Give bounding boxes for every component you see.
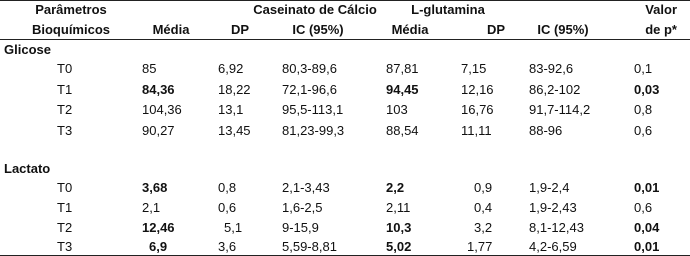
cell-glutamina-dp: 3,2 xyxy=(474,220,493,235)
cell-p-value: 0,01 xyxy=(634,239,660,254)
cell-caseinato-media: 84,36 xyxy=(142,82,175,97)
cell-caseinato-ic: 9-15,9 xyxy=(282,220,319,235)
cell-glutamina-media: 5,02 xyxy=(386,239,412,254)
cell-glutamina-media: 2,11 xyxy=(386,200,411,215)
row-label: T1 xyxy=(57,82,73,97)
cell-glutamina-media: 103 xyxy=(386,102,408,117)
header-glutamina-media: Média xyxy=(391,22,429,37)
row-label: T1 xyxy=(57,200,73,215)
cell-glutamina-ic: 91,7-114,2 xyxy=(529,102,591,117)
cell-glutamina-media: 87,81 xyxy=(386,61,419,76)
row-label: T0 xyxy=(57,180,73,195)
cell-glutamina-dp: 16,76 xyxy=(461,102,494,117)
cell-glutamina-ic: 86,2-102 xyxy=(529,82,581,97)
cell-caseinato-ic: 5,59-8,81 xyxy=(282,239,337,254)
header-parametros: Parâmetros xyxy=(35,2,107,17)
section-title-glicose: Glicose xyxy=(4,42,51,57)
cell-caseinato-dp: 0,6 xyxy=(218,200,237,215)
cell-caseinato-media: 3,68 xyxy=(142,180,168,195)
cell-caseinato-ic: 81,23-99,3 xyxy=(282,123,345,138)
cell-caseinato-dp: 13,45 xyxy=(218,123,251,138)
cell-p-value: 0,1 xyxy=(634,61,653,76)
cell-caseinato-dp: 18,22 xyxy=(218,82,251,97)
header-valor: Valor xyxy=(645,2,677,17)
header-caseinato-dp: DP xyxy=(230,22,250,37)
cell-caseinato-media: 104,36 xyxy=(142,102,182,117)
cell-glutamina-ic: 83-92,6 xyxy=(529,61,574,76)
header-caseinato-media: Média xyxy=(152,22,190,37)
cell-caseinato-media: 6,9 xyxy=(149,239,168,254)
cell-caseinato-dp: 5,1 xyxy=(224,220,243,235)
cell-glutamina-ic: 1,9-2,4 xyxy=(529,180,570,195)
cell-caseinato-media: 2,1 xyxy=(142,200,161,215)
header-glutamina-ic: IC (95%) xyxy=(537,22,589,37)
header-bottom-rule xyxy=(0,39,690,40)
header-de-p: de p* xyxy=(645,22,677,37)
cell-p-value: 0,03 xyxy=(634,82,660,97)
cell-glutamina-ic: 8,1-12,43 xyxy=(529,220,584,235)
cell-caseinato-media: 12,46 xyxy=(142,220,175,235)
cell-glutamina-dp: 11,11 xyxy=(461,123,492,138)
cell-glutamina-media: 94,45 xyxy=(386,82,419,97)
cell-glutamina-dp: 7,15 xyxy=(461,61,487,76)
table-top-rule xyxy=(0,0,690,1)
cell-p-value: 0,01 xyxy=(634,180,660,195)
row-label: T3 xyxy=(57,239,73,254)
header-group-glutamina: L-glutamina xyxy=(411,2,485,17)
cell-caseinato-ic: 1,6-2,5 xyxy=(282,200,323,215)
cell-glutamina-ic: 88-96 xyxy=(529,123,563,138)
header-bioquimicos: Bioquímicos xyxy=(31,22,111,37)
row-label: T3 xyxy=(57,123,73,138)
cell-caseinato-dp: 6,92 xyxy=(218,61,244,76)
cell-glutamina-ic: 4,2-6,59 xyxy=(529,239,577,254)
cell-p-value: 0,8 xyxy=(634,102,653,117)
cell-caseinato-ic: 72,1-96,6 xyxy=(282,82,337,97)
header-glutamina-dp: DP xyxy=(486,22,506,37)
header-caseinato-ic: IC (95%) xyxy=(292,22,344,37)
cell-glutamina-dp: 0,4 xyxy=(474,200,493,215)
cell-glutamina-media: 10,3 xyxy=(386,220,412,235)
cell-caseinato-media: 90,27 xyxy=(142,123,175,138)
cell-glutamina-media: 2,2 xyxy=(386,180,405,195)
header-group-caseinato: Caseinato de Cálcio xyxy=(253,2,377,17)
cell-caseinato-ic: 2,1-3,43 xyxy=(282,180,330,195)
cell-caseinato-ic: 80,3-89,6 xyxy=(282,61,337,76)
row-label: T2 xyxy=(57,102,73,117)
row-label: T0 xyxy=(57,61,73,76)
cell-p-value: 0,6 xyxy=(634,200,653,215)
cell-glutamina-dp: 0,9 xyxy=(474,180,493,195)
section-title-lactato: Lactato xyxy=(4,161,51,176)
cell-caseinato-ic: 95,5-113,1 xyxy=(282,102,344,117)
cell-p-value: 0,6 xyxy=(634,123,653,138)
cell-caseinato-dp: 0,8 xyxy=(218,180,237,195)
cell-glutamina-dp: 1,77 xyxy=(467,239,493,254)
cell-caseinato-media: 85 xyxy=(142,61,157,76)
cell-glutamina-ic: 1,9-2,43 xyxy=(529,200,577,215)
cell-caseinato-dp: 13,1 xyxy=(218,102,244,117)
cell-glutamina-dp: 12,16 xyxy=(461,82,494,97)
cell-glutamina-media: 88,54 xyxy=(386,123,419,138)
cell-p-value: 0,04 xyxy=(634,220,660,235)
cell-caseinato-dp: 3,6 xyxy=(218,239,237,254)
row-label: T2 xyxy=(57,220,73,235)
